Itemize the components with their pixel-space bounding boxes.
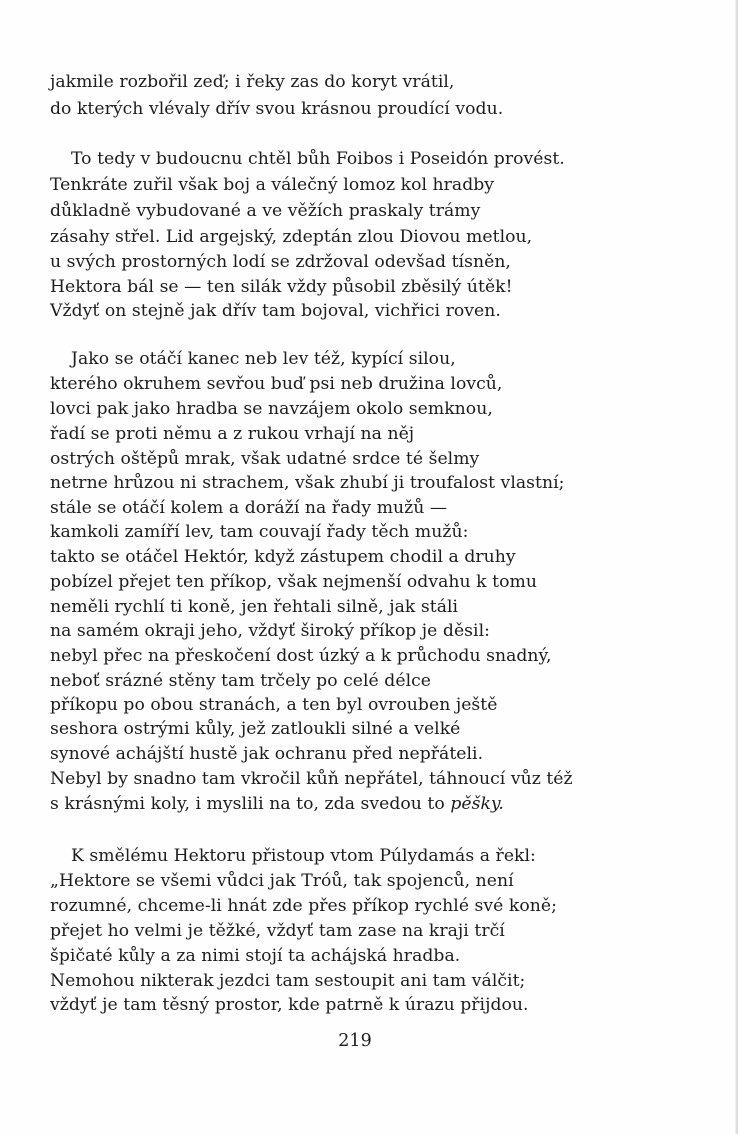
text-line: K smělému Hektoru přistoup vtom Púlydamás a řekl: [71, 846, 536, 866]
text-line: stále se otáčí kolem a doráží na řady mužů — [50, 498, 448, 518]
text-line: Vždyť on stejně jak dřív tam bojoval, vichřici roven. [50, 301, 501, 321]
text-line: do kterých vlévaly dřív svou krásnou proudící vodu. [50, 99, 504, 119]
text-line: důkladně vybudované a ve věžích praskaly trámy [50, 201, 481, 221]
text-line: ostrých oštěpů mrak, však udatné srdce té šelmy [50, 449, 480, 469]
text-line: jakmile rozbořil zeď; i řeky zas do koryt vrátil, [50, 72, 455, 92]
text-line: lovci pak jako hradba se navzájem okolo semknou, [50, 399, 493, 419]
text-line: řadí se proti němu a z rukou vrhají na něj [50, 424, 415, 444]
page-number: 219 [338, 1031, 372, 1051]
text-line: zásahy střel. Lid argejský, zdeptán zlou Diovou metlou, [50, 227, 533, 247]
text-line: takto se otáčel Hektór, když zástupem chodil a druhy [50, 547, 516, 567]
text-line: přejet ho velmi je těžké, vždyť tam zase na kraji trčí [50, 921, 505, 941]
text-line: pobízel přejet ten příkop, však nejmenší odvahu k tomu [50, 572, 537, 592]
text-line: Tenkráte zuřil však boj a válečný lomoz kol hradby [50, 175, 495, 195]
text-line: Nebyl by snadno tam vkročil kůň nepřátel, táhnoucí vůz též [50, 769, 573, 789]
text-line-with-italic [50, 793, 504, 815]
text-line: vždyť je tam těsný prostor, kde patrně k úrazu přijdou. [50, 995, 529, 1015]
text-line: „Hektore se všemi vůdci jak Tróů, tak spojenců, není [50, 871, 514, 891]
text-line: nebyl přec na přeskočení dost úzký a k průchodu snadný, [50, 646, 552, 666]
text-line: synové achájští hustě jak ochranu před nepřáteli. [50, 744, 484, 764]
text-line: u svých prostorných lodí se zdržoval odevšad tísněn, [50, 252, 511, 272]
text-line: seshora ostrými kůly, jež zatloukli silné a velké [50, 719, 461, 739]
text-line: To tedy v budoucnu chtěl bůh Foibos i Poseidón provést. [71, 149, 565, 169]
italic-word: pěšky. [450, 794, 504, 814]
text-line: neboť srázné stěny tam trčely po celé délce [50, 671, 432, 691]
text-line: na samém okraji jeho, vždyť široký příkop je děsil: [50, 621, 490, 641]
text-line: špičaté kůly a za nimi stojí ta achájská hradba. [50, 946, 461, 966]
text-line: Nemohou nikterak jezdci tam sestoupit ani tam válčit; [50, 971, 526, 991]
text-line: kterého okruhem sevřou buď psi neb družina lovců, [50, 374, 503, 394]
text-line: Hektora bál se — ten silák vždy působil zběsilý útěk! [50, 277, 513, 297]
text-line: Jako se otáčí kanec neb lev též, kypící silou, [71, 349, 456, 369]
text-line-part: s krásnými koly, i myslili na to, zda svedou to [50, 794, 445, 814]
text-line: neměli rychlí ti koně, jen řehtali silně, jak stáli [50, 597, 459, 617]
text-line: netrne hrůzou ni strachem, však zhubí ji troufalost vlastní; [50, 473, 565, 493]
text-line: rozumné, chceme-li hnát zde přes příkop rychlé své koně; [50, 896, 557, 916]
text-line: kamkoli zamíří lev, tam couvají řady těch mužů: [50, 522, 469, 542]
text-line: příkopu po obou stranách, a ten byl ovrouben ještě [50, 695, 498, 715]
